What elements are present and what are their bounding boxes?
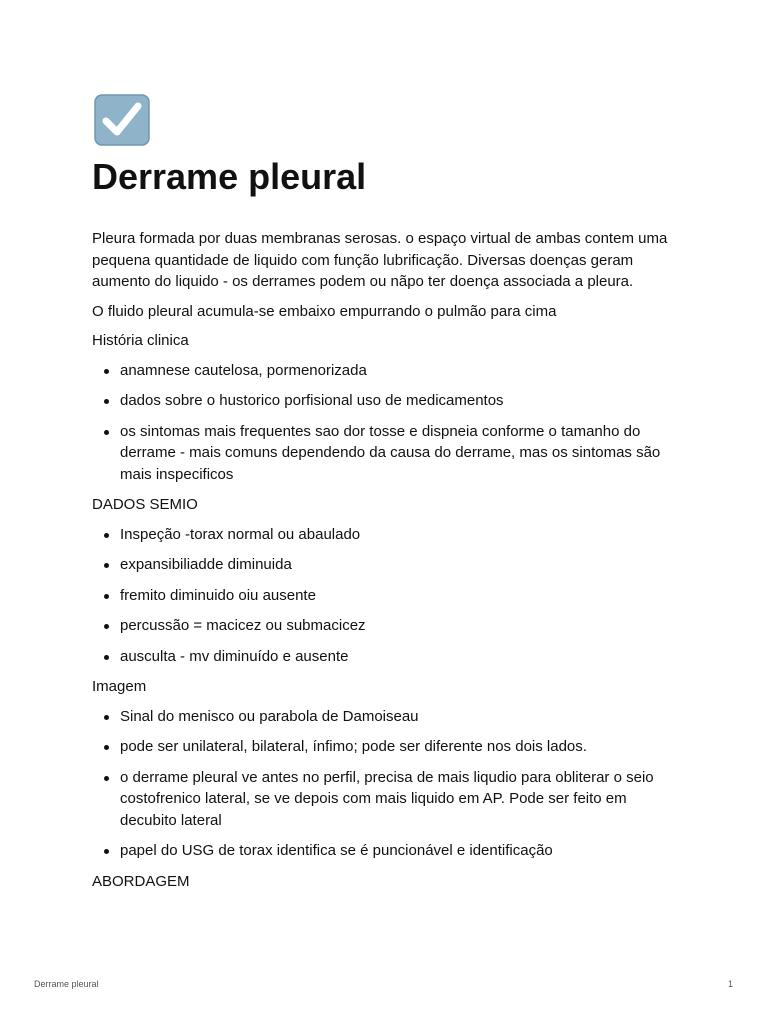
section-heading: História clinica <box>92 332 189 349</box>
footer-title: Derrame pleural <box>34 979 99 989</box>
section-heading: ABORDAGEM <box>92 872 190 890</box>
document-body <box>92 228 682 892</box>
intro-paragraph: Pleura formada por duas membranas serosas. o espaço virtual de ambas contem uma pequena quantidade de liquido com função lubrificação. Diversas doenças geram aumento do liquido - os derrames podem ou nãpo ter doença associada a pleura. <box>92 230 668 290</box>
list-item: Inspeção -torax normal ou abaulado <box>120 524 682 546</box>
list-item: ausculta - mv diminuído e ausente <box>120 646 682 668</box>
list-item: o derrame pleural ve antes no perfil, precisa de mais liqudio para obliterar o seio costofrenico lateral, se ve depois com mais liquido em AP. Pode ser feito em decubito lateral <box>120 767 682 832</box>
list-item: os sintomas mais frequentes sao dor tosse e dispneia conforme o tamanho do derrame - mais comuns dependendo da causa do derrame, mas os sintomas são mais inspecificos <box>120 421 682 486</box>
list-item: papel do USG de torax identifica se é puncionável e identificação <box>120 840 682 862</box>
intro-paragraph: O fluido pleural acumula-se embaixo empurrando o pulmão para cima <box>92 302 557 320</box>
bullet-list <box>92 706 682 862</box>
page-title: Derrame pleural <box>92 156 367 197</box>
check-box-icon <box>94 94 150 146</box>
bullet-list <box>92 360 682 486</box>
list-item: expansibiliadde diminuida <box>120 554 682 576</box>
section-heading: DADOS SEMIO <box>92 496 198 513</box>
list-item: Sinal do menisco ou parabola de Damoiseau <box>120 706 682 728</box>
list-item: fremito diminuido oiu ausente <box>120 585 682 607</box>
document-page <box>92 94 682 900</box>
list-item: pode ser unilateral, bilateral, ínfimo; pode ser diferente nos dois lados. <box>120 736 682 758</box>
list-item: percussão = macicez ou submacicez <box>120 615 682 637</box>
list-item: anamnese cautelosa, pormenorizada <box>120 360 682 382</box>
section-heading: Imagem <box>92 678 147 695</box>
page-number: 1 <box>727 979 733 989</box>
list-item: dados sobre o hustorico porfisional uso de medicamentos <box>120 390 682 412</box>
bullet-list <box>92 524 682 668</box>
